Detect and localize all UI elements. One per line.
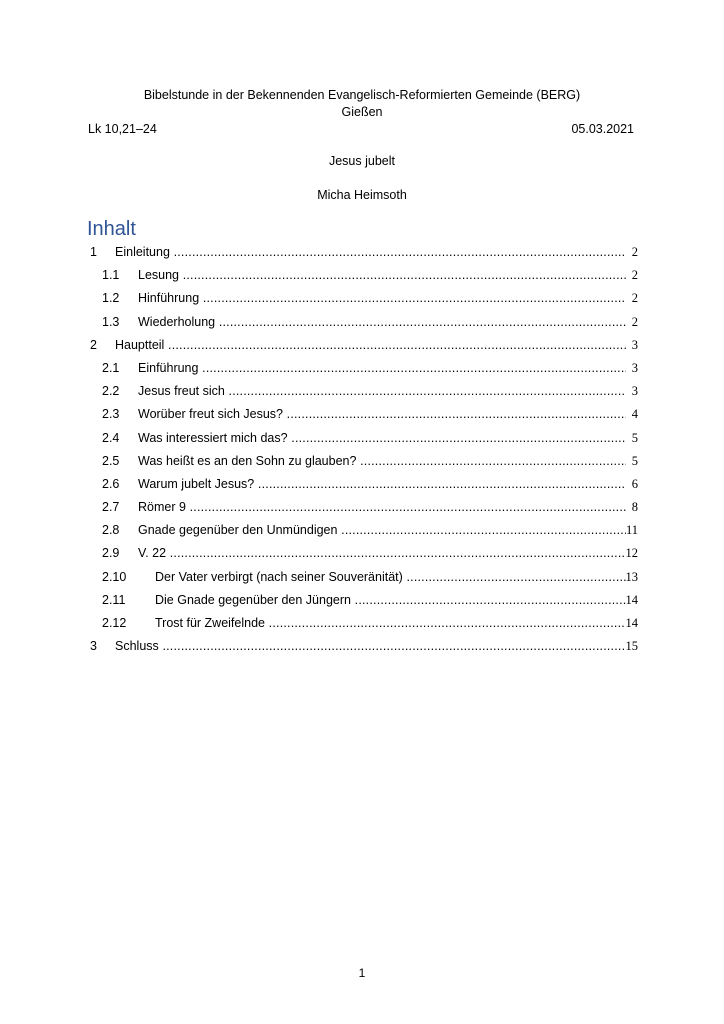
toc-entry-page: 4 [631,407,638,422]
table-of-contents [88,243,638,660]
toc-entry-number: 2.2 [102,384,120,399]
toc-entry-page: 14 [625,616,638,630]
toc-entry-page: 14 [625,592,638,607]
toc-entry-title: Der Vater verbirgt (nach seiner Souveränität) ..... [155,568,626,586]
toc-entry-title: Jesus freut sich ..... [138,382,626,400]
toc-entry-number: 2.4 [102,430,120,445]
toc-entry-title: V. 22 ..... [138,544,626,562]
toc-entry-page: 5 [631,453,638,468]
toc-entry[interactable] [88,382,638,405]
toc-entry-number: 2.8 [102,523,120,538]
toc-entry-number: 2.9 [102,546,120,561]
toc-entry-page: 15 [625,639,638,654]
toc-entry[interactable] [88,429,638,452]
bible-reference: Lk 10,21–24 [88,122,157,136]
toc-entry[interactable] [88,266,638,289]
toc-entry-page: 2 [631,268,638,283]
toc-entry-title: Trost für Zweifelnde ..... [155,614,626,632]
toc-entry-number: 1.2 [102,291,120,306]
toc-entry-number: 3 [90,639,97,654]
toc-entry-title: Römer 9 ..... [138,498,626,516]
toc-entry[interactable] [88,614,638,637]
toc-entry-title: Die Gnade gegenüber den Jüngern ..... [155,591,626,609]
city-line: Gießen [341,105,383,119]
page-number: 1 [358,966,366,980]
toc-entry-page: 2 [631,291,638,306]
toc-entry-title: Warum jubelt Jesus? ..... [138,475,626,493]
toc-entry-title: Wiederholung ..... [138,313,626,331]
toc-entry-title: Hauptteil ..... [115,336,626,354]
toc-entry[interactable] [88,591,638,614]
toc-entry[interactable] [88,336,638,359]
toc-entry-number: 2.3 [102,407,120,422]
toc-entry-page: 6 [631,476,638,491]
toc-entry[interactable] [88,405,638,428]
toc-entry[interactable] [88,313,638,336]
toc-entry[interactable] [88,243,638,266]
toc-entry-title: Was interessiert mich das? ..... [138,429,626,447]
toc-entry-title: Was heißt es an den Sohn zu glauben? ..... [138,452,626,470]
toc-entry-number: 2.1 [102,360,120,375]
toc-entry-page: 5 [631,430,638,445]
toc-entry-page: 13 [625,569,638,584]
toc-entry[interactable] [88,289,638,312]
toc-entry-number: 2.10 [102,569,127,584]
toc-entry-number: 2.12 [102,616,127,630]
toc-entry-page: 3 [631,384,638,399]
congregation-line: Bibelstunde in der Bekennenden Evangelisch-Reformierten Gemeinde (BERG) [143,88,581,102]
toc-entry-number: 1.1 [102,268,120,283]
toc-entry[interactable] [88,544,638,567]
toc-entry-number: 2.7 [102,500,120,515]
toc-entry-number: 2 [90,337,97,352]
document-author: Micha Heimsoth [317,188,407,202]
toc-entry-page: 11 [625,523,638,538]
toc-entry-title: Lesung ..... [138,266,626,284]
document-title: Jesus jubelt [328,154,395,168]
toc-entry[interactable] [88,568,638,591]
toc-entry-title: Einführung ..... [138,359,626,377]
toc-entry-title: Einleitung ..... [115,243,626,261]
toc-entry-page: 12 [625,546,638,561]
toc-entry[interactable] [88,521,638,544]
toc-entry-page: 2 [631,314,638,329]
toc-entry[interactable] [88,452,638,475]
toc-entry-page: 3 [631,360,638,375]
toc-entry[interactable] [88,359,638,382]
toc-entry[interactable] [88,637,638,660]
toc-entry-number: 1.3 [102,314,120,329]
toc-entry[interactable] [88,498,638,521]
toc-entry-title: Schluss ..... [115,637,626,655]
toc-entry[interactable] [88,475,638,498]
document-date: 05.03.2021 [571,122,634,136]
toc-heading: Inhalt [87,218,136,240]
toc-entry-title: Worüber freut sich Jesus? ..... [138,405,626,423]
toc-entry-page: 8 [631,500,638,515]
toc-entry-page: 2 [631,245,638,259]
toc-entry-number: 2.11 [102,592,126,607]
toc-entry-title: Gnade gegenüber den Unmündigen ..... [138,521,626,539]
toc-entry-page: 3 [631,337,638,352]
toc-entry-number: 2.5 [102,453,120,468]
toc-entry-number: 1 [90,245,97,259]
reference-row [88,122,634,137]
toc-entry-title: Hinführung ..... [138,289,626,307]
toc-entry-number: 2.6 [102,476,120,491]
